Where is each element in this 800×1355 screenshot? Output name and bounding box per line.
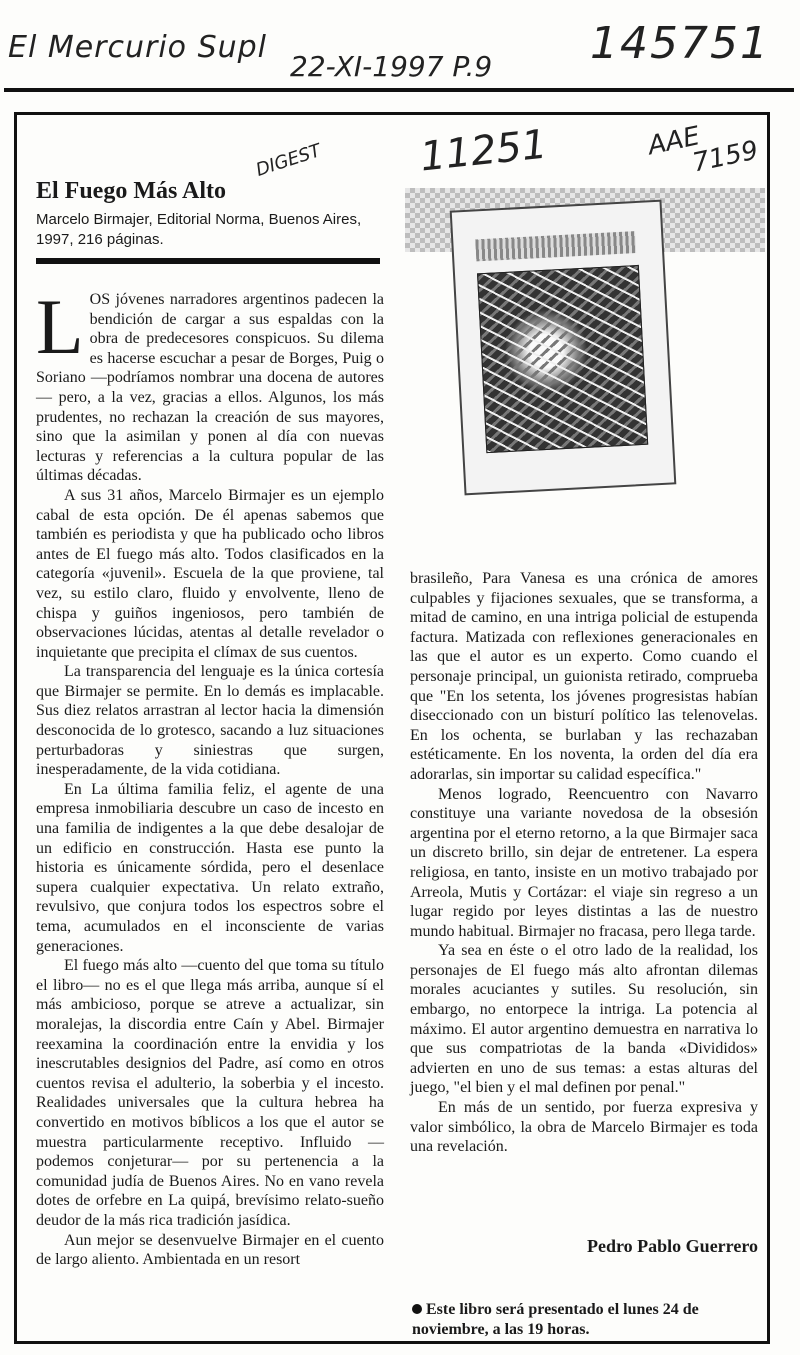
handwritten-number: 11251	[417, 121, 550, 181]
handwritten-source: El Mercurio Supl	[8, 30, 268, 65]
book-cover-title-band	[475, 231, 636, 261]
paragraph-text: OS jóvenes narradores argentinos padecen la bendición de cargar a sus espaldas con la obra de predecesores conspicuos. Su dilema es hacerse escuchar a pesar de Borges, Puig o Soriano —podríamos nombrar una docena de autores— pero, a la vez, gracias a ellos. Algunos, los más prudentes, no rechazan la creación de sus mayores, sino que la asimilan y ponen al día con nuevas lecturas y referencias a la cultura popular de las últimas décadas.	[36, 291, 384, 485]
heading-rule	[36, 258, 380, 264]
paragraph: En más de un sentido, por fuerza expresiva y valor simbólico, la obra de Marcelo Birmajer es toda una revelación.	[410, 1099, 758, 1156]
handwritten-digest-mark: DIGEST	[253, 140, 324, 181]
paragraph: Menos logrado, Reencuentro con Navarro constituye una variante novedosa de la obsesión argentina por el eterno retorno, a la que Birmajer saca un discreto brillo, sin dejar de entretener. La espera religiosa, en tanto, insiste en un motivo trabajado por Arreola, Mutis y Cortázar: el viaje sin regreso a un lugar regido por leyes distintas a las de nuestro mundo habitual. Birmajer no fracasa, pero llega tarde.	[410, 785, 758, 940]
bullet-icon	[412, 1304, 422, 1314]
handwritten-reference-number: 145751	[590, 18, 770, 69]
author-byline: Pedro Pablo Guerrero	[587, 1236, 758, 1256]
article-column-right	[410, 569, 758, 1157]
article-title: El Fuego Más Alto	[36, 178, 226, 204]
paragraph: La transparencia del lenguaje es la única cortesía que Birmajer se permite. En lo demás es implacable. Sus diez relatos arrastran al lector hacia la dimensión desconocida de lo grotesco, sacando a luz situaciones perturbadoras y siniestras que surgen, inesperadamente, de la vida cotidiana.	[36, 663, 384, 779]
article-column-left	[36, 283, 384, 1270]
book-cover-art	[477, 265, 648, 453]
handwritten-date: 22-XI-1997 P.9	[290, 50, 493, 83]
paragraph: brasileño, Para Vanesa es una crónica de amores culpables y fijaciones sexuales, que se transforma, a mitad de camino, en una intriga policial de estupenda factura. Matizada con reflexiones generacionales en las que el autor es un experto. Como cuando el personaje principal, un guionista retirado, comprueba que "En los setenta, los jóvenes progresistas habían diseccionado con un bisturí político las telenovelas. En los ochenta, se burlaban y las rechazaban estéticamente. En los noventa, la orden del día era adorarlas, sin importar su calidad específica."	[410, 570, 758, 783]
presentation-note-text: Este libro será presentado el lunes 24 de noviembre, a las 19 horas.	[412, 1301, 699, 1338]
paragraph: Ya sea en éste o el otro lado de la realidad, los personajes de El fuego más alto afrontan dilemas morales acuciantes y sutiles. Su resolución, sin embargo, no entorpece la intriga. La potencia al máximo. El autor argentino demuestra en narrativa lo que sus compatriotas de la banda «Divididos» advierten en uno de sus temas: a estas alturas del juego, "el bien y el mal definen por penal."	[410, 942, 758, 1097]
paragraph: A sus 31 años, Marcelo Birmajer es un ejemplo cabal de esta opción. De él apenas sabemos que también es periodista y que ha publicado ocho libros antes de El fuego más alto. Todos clasificados en la categoría «juvenil». Escuela de la que proviene, tal vez, su estilo claro, fluido y envolvente, lleno de chispa y guiños ingeniosos, pero también de observaciones lúcidas, atentas al detalle revelador o inquietante que precipita el clímax de sus cuentos.	[36, 486, 384, 661]
presentation-note	[412, 1300, 762, 1339]
handwritten-code-line1: AAE	[645, 121, 703, 162]
paragraph: Aun mejor se desenvuelve Birmajer en el cuento de largo aliento. Ambientada en un resort	[36, 1231, 384, 1269]
paragraph: El fuego más alto —cuento del que toma su título el libro— no es el que llega más arriba, aunque sí el más ambicioso, porque se atreve a actualizar, sin moralejas, la discordia entre Caín y Abel. Birmajer reexamina la coordinación entre la envidia y los inescrutables designios del Padre, así como en otros cuentos revisa el adulterio, la soberbia y el incesto. Realidades universales que la cultura hebrea ha convertido en motivos bíblicos a los que el autor se muestra particularmente receptivo. Influido —podemos conjeturar— por su pertenencia a la comunidad judía de Buenos Aires. No en vano revela dotes de orfebre en La quipá, brevísimo relato-sueño deudor de la más rica tradición jasídica.	[36, 957, 384, 1229]
top-rule	[4, 88, 794, 92]
handwritten-code-line2: 7159	[689, 135, 761, 179]
book-cover-image	[450, 200, 677, 496]
paragraph: En La última familia feliz, el agente de una empresa inmobiliaria descubre un caso de incesto en una familia de indigentes a la que debe desalojar de un edificio en construcción. Hasta ese punto la historia es únicamente sórdida, pero el desenlace supera cualquier expectativa. Un relato extraño, revulsivo, que conjura todos los espectros sobre el tema, acumulados en el inconsciente de varias generaciones.	[36, 780, 384, 955]
drop-cap: L	[36, 283, 84, 370]
book-details: Marcelo Birmajer, Editorial Norma, Buenos Aires, 1997, 216 páginas.	[36, 211, 362, 248]
paragraph	[36, 283, 384, 486]
